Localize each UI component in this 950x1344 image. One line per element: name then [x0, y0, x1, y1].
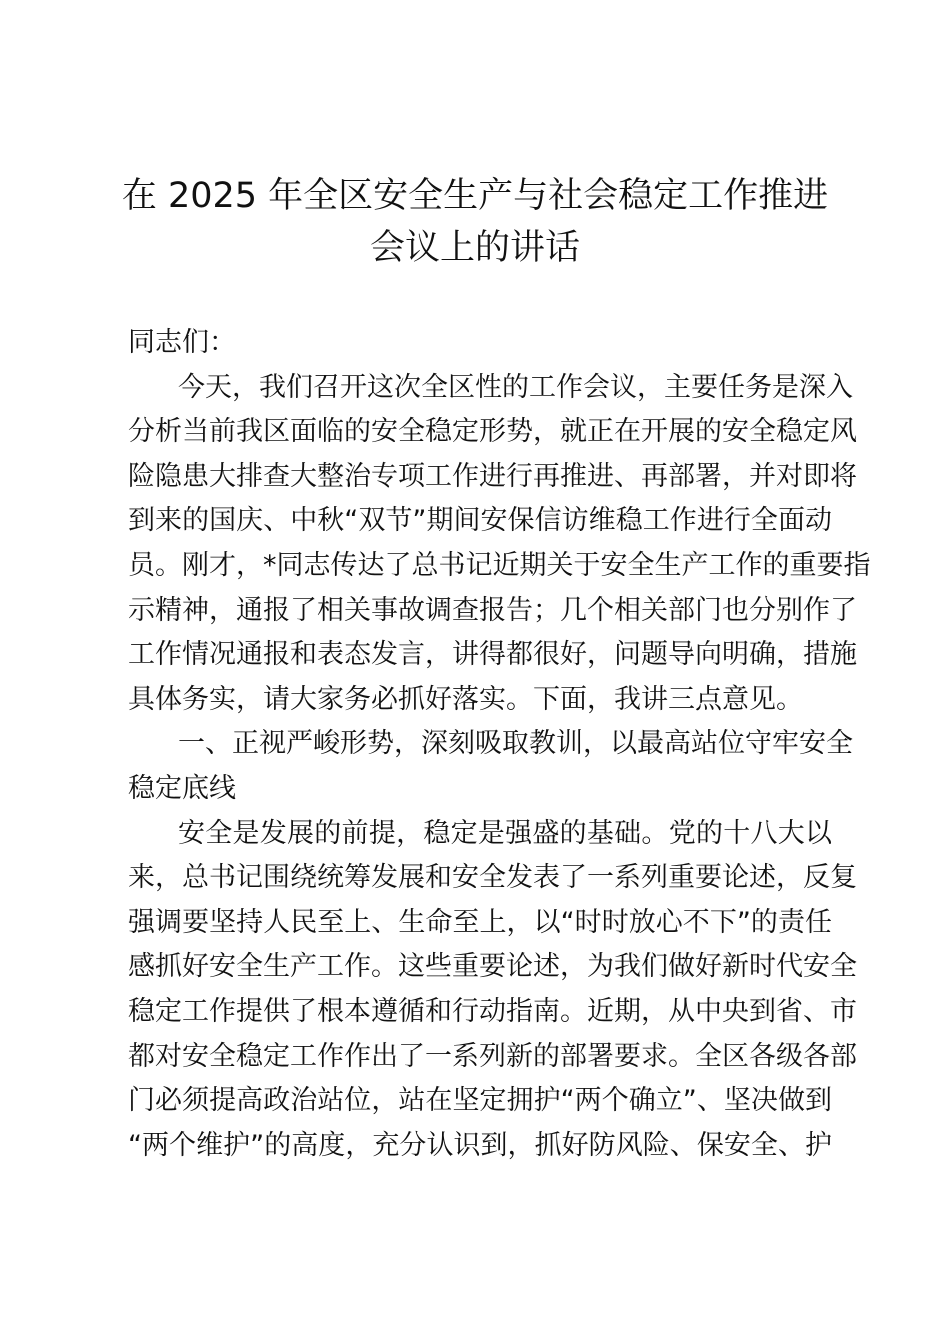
text-line: 来，总书记围绕统筹发展和安全发表了一系列重要论述，反复: [128, 862, 857, 894]
text-line: 工作情况通报和表态发言，讲得都很好，问题导向明确，措施: [128, 639, 857, 671]
text-line: 今天，我们召开这次全区性的工作会议，主要任务是深入: [178, 371, 853, 403]
text-line: 险隐患大排查大整治专项工作进行再推进、再部署，并对即将: [128, 460, 857, 492]
text-line: 一、正视严峻形势，深刻吸取教训，以最高站位守牢安全: [178, 728, 853, 760]
text-line: 感抓好安全生产工作。这些重要论述，为我们做好新时代安全: [128, 951, 857, 983]
text-line: 安全是发展的前提，稳定是强盛的基础。党的十八大以: [178, 817, 832, 849]
text-line: 到来的国庆、中秋“双节”期间安保信访维稳工作进行全面动: [128, 505, 832, 537]
text-line: 分析当前我区面临的安全稳定形势，就正在开展的安全稳定风: [128, 416, 857, 448]
text-line: 稳定底线: [128, 772, 236, 804]
text-line: 具体务实，请大家务必抓好落实。下面，我讲三点意见。: [128, 683, 803, 715]
text-line: 同志们：: [128, 327, 236, 358]
text-line: “两个维护”的高度，充分认识到，抓好防风险、保安全、护: [128, 1129, 832, 1161]
document-body: [128, 321, 871, 1168]
text-line: 员。刚才，*同志传达了总书记近期关于安全生产工作的重要指: [128, 549, 871, 581]
text-line: 强调要坚持人民至上、生命至上，以“时时放心不下”的责任: [128, 906, 832, 938]
text-line: 门必须提高政治站位，站在坚定拥护“两个确立”、坚决做到: [128, 1085, 832, 1117]
text-line: 都对安全稳定工作作出了一系列新的部署要求。全区各级各部: [128, 1040, 857, 1072]
text-line: 示精神，通报了相关事故调查报告；几个相关部门也分别作了: [128, 594, 857, 626]
document-title-line-1: 在 2025 年全区安全生产与社会稳定工作推进: [121, 176, 829, 216]
text-line: 稳定工作提供了根本遵循和行动指南。近期，从中央到省、市: [128, 995, 857, 1027]
document-title-line-2: 会议上的讲话: [369, 228, 580, 268]
